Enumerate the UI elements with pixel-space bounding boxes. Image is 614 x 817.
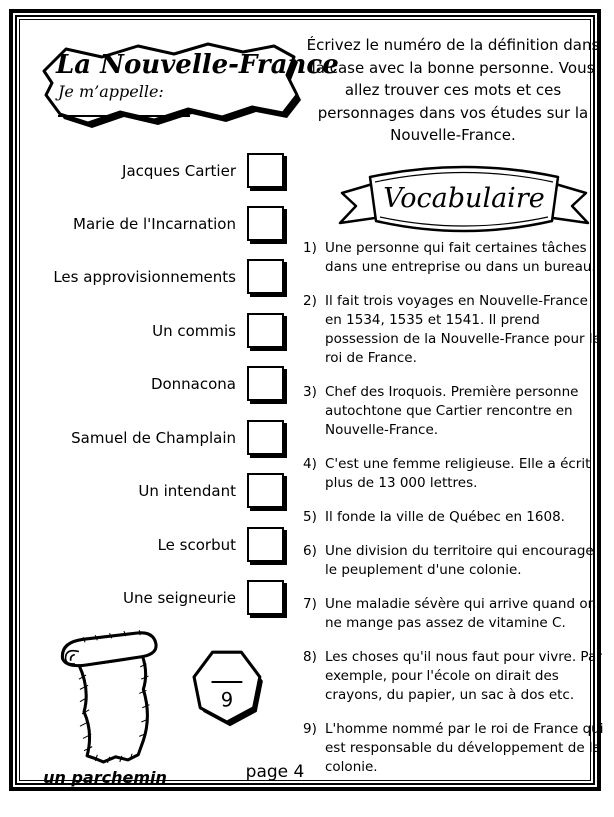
name-blank-line[interactable] [58,101,190,117]
definitions-list [303,239,604,777]
definition-item [303,720,604,777]
word-row [22,256,284,297]
word-row [22,417,284,458]
answer-box[interactable] [247,580,284,615]
name-label: Je m’appelle: [58,82,164,101]
word-row [22,150,284,191]
answer-box[interactable] [247,153,284,188]
answer-box[interactable] [247,259,284,294]
heptagon-shape [192,644,266,730]
definition-number: 8) [303,649,317,665]
page-frame [9,9,604,791]
definition-number: 6) [303,543,317,559]
answer-box[interactable] [247,473,284,508]
definition-number: 7) [303,596,317,612]
definition-item [303,595,604,633]
definition-text: Une maladie sévère qui arrive quand on ne mange pas assez de vitamine C. [325,596,597,631]
definition-number: 1) [303,240,317,256]
banner-text [56,50,339,121]
definition-item [303,239,604,277]
score-heptagon[interactable] [192,644,266,730]
word-label: Les approvisionnements [53,267,236,286]
definition-text: Les choses qu'il nous faut pour vivre. Par exemple, pour l'école on dirait des crayons, du papier, un sac à dos etc. [325,649,602,703]
word-row [22,203,284,244]
parchment-scroll-drawing [36,626,174,769]
definition-item [303,508,604,527]
instructions-text: Écrivez le numéro de la définition dans la case avec la bonne personne. Vous allez trouver ces mots et ces personnages dans vos études sur la Nouvelle-France. [306,36,600,144]
title-banner [32,32,339,138]
definition-item [303,648,604,705]
definition-text: C'est une femme religieuse. Elle a écrit plus de 13 000 lettres. [325,456,591,491]
word-label: Le scorbut [157,535,236,554]
definition-text: Il fonde la ville de Québec en 1608. [325,509,565,525]
word-row [22,577,284,618]
definition-text: Une personne qui fait certaines tâches dans une entreprise ou dans un bureau. [325,240,596,275]
word-label: Marie de l'Incarnation [73,214,236,233]
definition-number: 4) [303,456,317,472]
parchment-caption: un parchemin [43,768,167,787]
page-frame-mid [15,15,604,787]
definition-number: 3) [303,384,317,400]
definition-text: Une division du territoire qui encourage le peuplement d'une colonie. [325,543,594,578]
page-frame-inner [19,19,604,787]
word-label: Jacques Cartier [122,161,236,180]
definition-item [303,542,604,580]
page-content [20,20,604,787]
definition-item [303,292,604,368]
word-row [22,363,284,404]
page-number: page 4 [245,762,305,782]
answer-box[interactable] [247,313,284,348]
answer-box[interactable] [247,366,284,401]
word-label: Une seigneurie [122,588,236,607]
word-row [22,524,284,565]
definition-text: Chef des Iroquois. Première personne autochtone que Cartier rencontre en Nouvelle-France. [325,384,579,438]
score-total: 9 [220,688,234,712]
ribbon-banner-shape [336,151,592,243]
definition-item [303,383,604,440]
definition-number: 2) [303,293,317,309]
word-row [22,310,284,351]
word-row [22,470,284,511]
vocabulary-banner-label: Vocabulaire [383,183,545,214]
definition-number: 9) [303,721,317,737]
answer-box[interactable] [247,206,284,241]
definition-text: L'homme nommé par le roi de France qui est responsable du développement de la colonie. [325,721,604,775]
word-label: Donnacona [150,374,236,393]
worksheet-title: La Nouvelle-France [56,50,339,80]
parchment-illustration [36,626,174,768]
word-label: Samuel de Champlain [71,428,236,447]
word-label: Un intendant [138,481,236,500]
definition-text: Il fait trois voyages en Nouvelle-France en 1534, 1535 et 1541. Il prend possession de la Nouvelle-France pour le roi de France. [325,293,601,366]
answer-box[interactable] [247,420,284,455]
answer-box[interactable] [247,527,284,562]
definition-item [303,455,604,493]
word-label: Un commis [152,321,236,340]
vocabulary-ribbon [336,151,592,243]
definition-number: 5) [303,509,317,525]
